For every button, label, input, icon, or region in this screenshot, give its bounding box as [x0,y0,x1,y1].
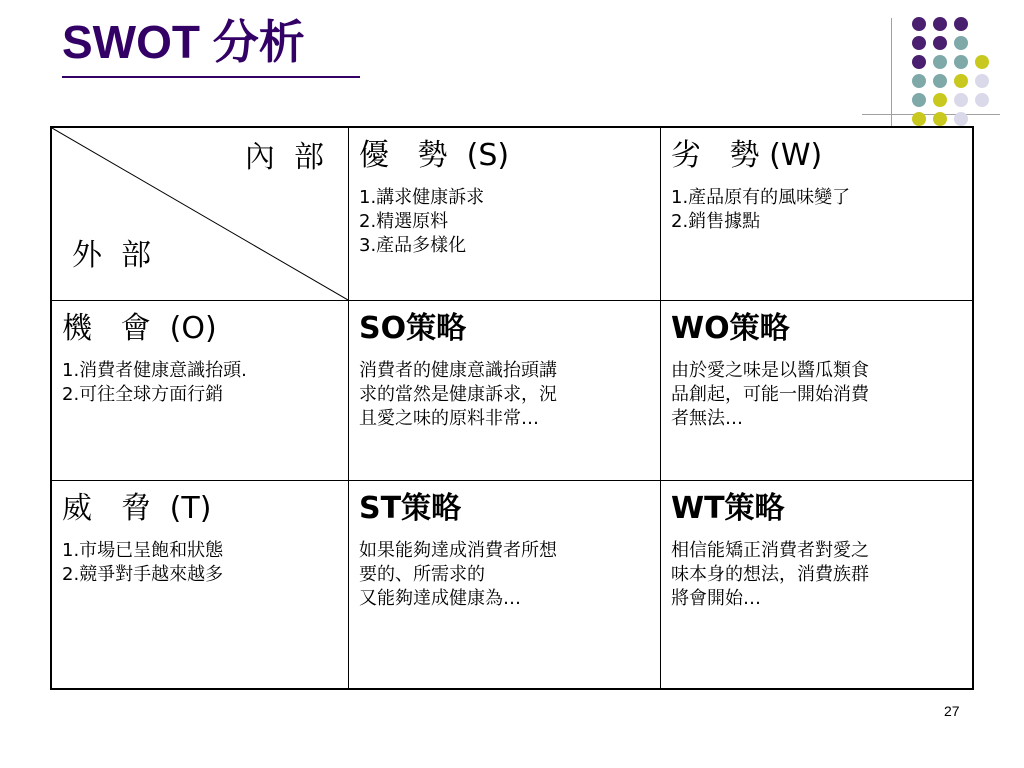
decor-dot [954,74,968,88]
weaknesses-item: 1.產品原有的風味變了 [671,187,851,208]
wt-strategy-cell [661,481,972,688]
decor-dot [933,112,947,126]
threats-cell [52,481,348,688]
st-strategy-text: 要的、所需求的 [359,564,485,585]
slide-title: SWOT 分析 [62,16,305,68]
wo-strategy-text: 由於愛之味是以醬瓜類食 [671,360,869,381]
so-strategy-text: 消費者的健康意識抬頭講 [359,360,557,381]
title-underline [62,76,360,78]
wo-strategy-text: 者無法… [671,408,743,429]
opportunities-title: 機 會 (O) [62,311,217,346]
decor-horizontal-line [862,114,1000,115]
decor-dot [975,93,989,107]
st-strategy-text: 又能夠達成健康為… [359,588,521,609]
strengths-item: 2.精選原料 [359,211,449,232]
decor-dot [954,55,968,69]
swot-table [50,126,974,690]
decor-dot [912,55,926,69]
weaknesses-cell [661,128,972,300]
wo-strategy-title: WO策略 [671,311,790,346]
threats-item: 2.競爭對手越來越多 [62,564,224,585]
threats-item: 1.市場已呈飽和狀態 [62,540,224,561]
decor-dot [975,74,989,88]
opportunities-item: 1.消費者健康意識抬頭. [62,360,247,381]
decor-dot [933,36,947,50]
decor-dot [933,74,947,88]
wo-strategy-text: 品創起，可能一開始消費 [671,384,869,405]
so-strategy-title: SO策略 [359,311,467,346]
decor-dot [912,74,926,88]
corner-inner-label: 內 部 [244,140,324,175]
st-strategy-cell [349,481,660,688]
page-number: 27 [944,703,960,719]
decor-dot [954,36,968,50]
wo-strategy-cell [661,301,972,480]
decor-dot [933,17,947,31]
decor-dot [933,93,947,107]
weaknesses-title: 劣 勢 (W) [671,138,823,173]
so-strategy-text: 求的當然是健康訴求，況 [359,384,557,405]
decor-dot [912,112,926,126]
st-strategy-title: ST策略 [359,491,462,526]
opportunities-item: 2.可往全球方面行銷 [62,384,224,405]
decor-dot [912,36,926,50]
corner-cell [52,128,348,300]
wt-strategy-text: 相信能矯正消費者對愛之 [671,540,869,561]
decor-dot [975,55,989,69]
decor-dot [954,93,968,107]
decor-dot [912,93,926,107]
strengths-cell [349,128,660,300]
decor-dot [954,17,968,31]
decor-dot [933,55,947,69]
strengths-title: 優 勢 (S) [359,138,510,173]
weaknesses-item: 2.銷售據點 [671,211,761,232]
wt-strategy-text: 味本身的想法，消費族群 [671,564,869,585]
decor-dot [954,112,968,126]
st-strategy-text: 如果能夠達成消費者所想 [359,540,557,561]
strengths-item: 1.講求健康訴求 [359,187,485,208]
so-strategy-text: 且愛之味的原料非常… [359,408,539,429]
wt-strategy-title: WT策略 [671,491,785,526]
threats-title: 威 脅 (T) [62,491,212,526]
strengths-item: 3.產品多樣化 [359,235,467,256]
wt-strategy-text: 將會開始… [671,588,761,609]
corner-outer-label: 外 部 [72,238,152,273]
decor-dot [912,17,926,31]
opportunities-cell [52,301,348,480]
so-strategy-cell [349,301,660,480]
